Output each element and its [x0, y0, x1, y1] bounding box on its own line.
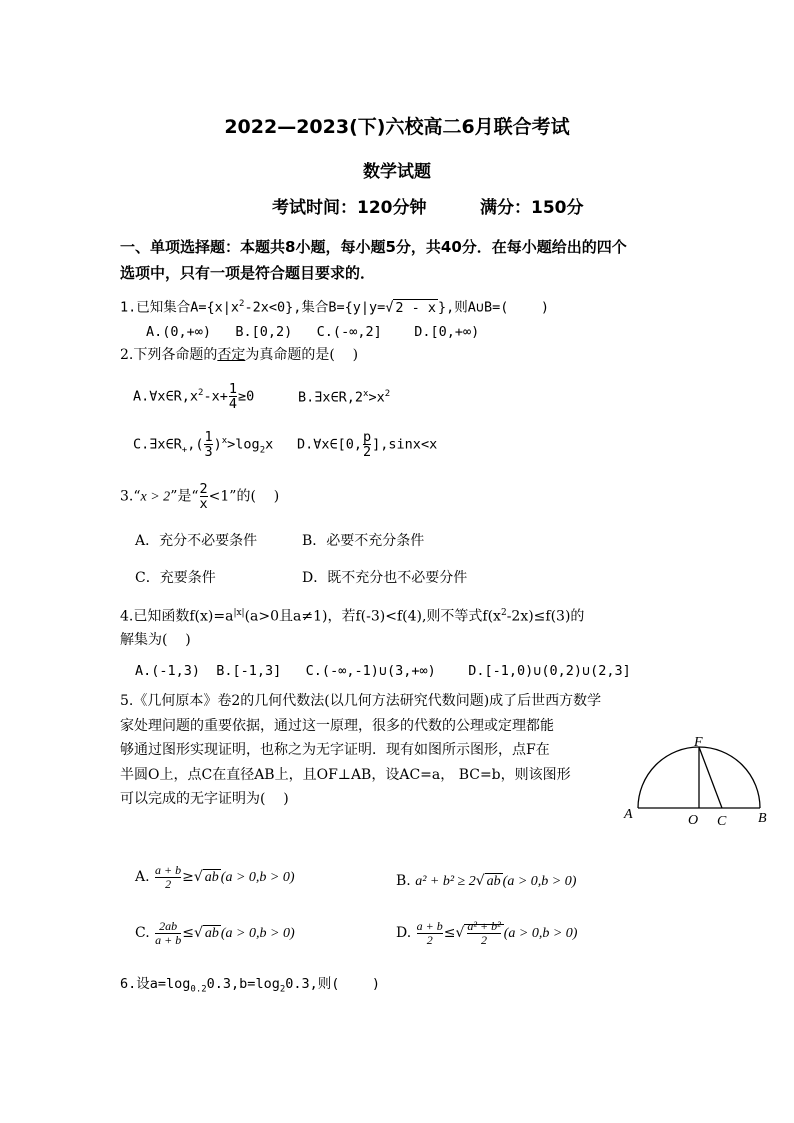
q4-stem-line2: 解集为( ) [120, 632, 191, 648]
q1-stem: 1.已知集合$A=\{x|x^2-2x<0\}$,集合B={y|y=√ 2 - x },则A∪B=( ) [120, 299, 550, 316]
subject-title: 数学试题 [363, 162, 431, 182]
q2-option-d: D.∀x∈[0, $\frac{p}{2}$ ],sinx<x [297, 429, 438, 461]
q2-option-b: $B.\exists x\in R,2^x>x^2$ [298, 389, 391, 406]
q2-option-c: $C.\exists x\in R_+$,( $\frac{1}{3}$ )$^x>\log_2x$ [133, 429, 274, 461]
label-c: C [717, 814, 727, 829]
q5-stem-line4: 半圆O上，点C在直径AB上，且OF⊥AB，设AC=a， BC=b，则该图形 [120, 767, 571, 783]
q3-stem: 3.“x > 2”是“ $\frac{2}{x}$ <1”的( ) [120, 481, 280, 513]
exam-time: 考试时间：120分钟 [272, 198, 427, 218]
q5-option-c: C. $\frac{2ab}{a + b}$ ≤√ ab (a > 0,b > 0) [135, 919, 295, 947]
q2-option-a: $A.\forall x\in R,x^2-x+$ $\frac{1}{4}$ ≥0 [133, 381, 255, 413]
q3-option-a: A．充分不必要条件 [135, 533, 258, 549]
q1-options: A.(0,+∞) B.[0,2) C.(-∞,2] D.[0,+∞) [146, 324, 480, 340]
label-f: F [694, 735, 703, 750]
q5-stem-line3: 够通过图形实现证明，也称之为无字证明．现有如图所示图形，点F在 [120, 742, 550, 758]
label-a: A [624, 807, 633, 822]
q4-stem-line1: 4.已知函数$f(x)=a^{|x|}(a>0$且a≠1)，若f(-3)<f(4),则不等式$f(x^2-2x)\le f(3)$的 [120, 608, 585, 625]
q4-options: A.(-1,3) B.[-1,3] C.(-∞,-1)∪(3,+∞) D.[-1,0)∪(0,2)∪(2,3] [135, 663, 631, 679]
q5-stem-line5: 可以完成的无字证明为( ) [120, 791, 289, 807]
exam-title: 2022—2023(下)六校高二6月联合考试 [224, 116, 570, 138]
q3-option-d: D．既不充分也不必要分件 [302, 570, 468, 586]
semicircle-figure [620, 732, 780, 832]
label-o: O [688, 813, 699, 828]
segment-fc [699, 747, 722, 808]
section-instruction-line1: 一、单项选择题：本题共8小题，每小题5分，共40分．在每小题给出的四个 [120, 238, 627, 256]
full-score: 满分：150分 [480, 198, 584, 218]
q5-option-d: D. $\frac{a + b}{2}$ ≤√ $\frac{\text{a² + b²}}{2}$ (a > 0,b > 0) [396, 919, 578, 947]
label-b: B [758, 811, 767, 826]
q2-stem: 2.下列各命题的否定为真命题的是( ) [120, 347, 359, 363]
q3-option-c: C．充要条件 [135, 570, 216, 586]
q6-stem: 6.设$a=\log_{0.2}0.3,b=\log_20.3$,则( ) [120, 976, 381, 995]
section-instruction-line2: 选项中，只有一项是符合题目要求的． [120, 264, 376, 282]
q3-option-b: B．必要不充分条件 [302, 533, 425, 549]
q5-option-b: B. a² + b² ≥ 2√ ab (a > 0,b > 0) [396, 873, 577, 889]
q5-stem-line1: 5.《几何原本》卷2的几何代数法(以几何方法研究代数问题)成了后世西方数学 [120, 693, 602, 709]
q5-option-a: A. $\frac{a + b}{2}$ ≥√ ab (a > 0,b > 0) [135, 863, 295, 891]
q5-stem-line2: 家处理问题的重要依据，通过这一原理，很多的代数的公理或定理都能 [120, 718, 554, 734]
